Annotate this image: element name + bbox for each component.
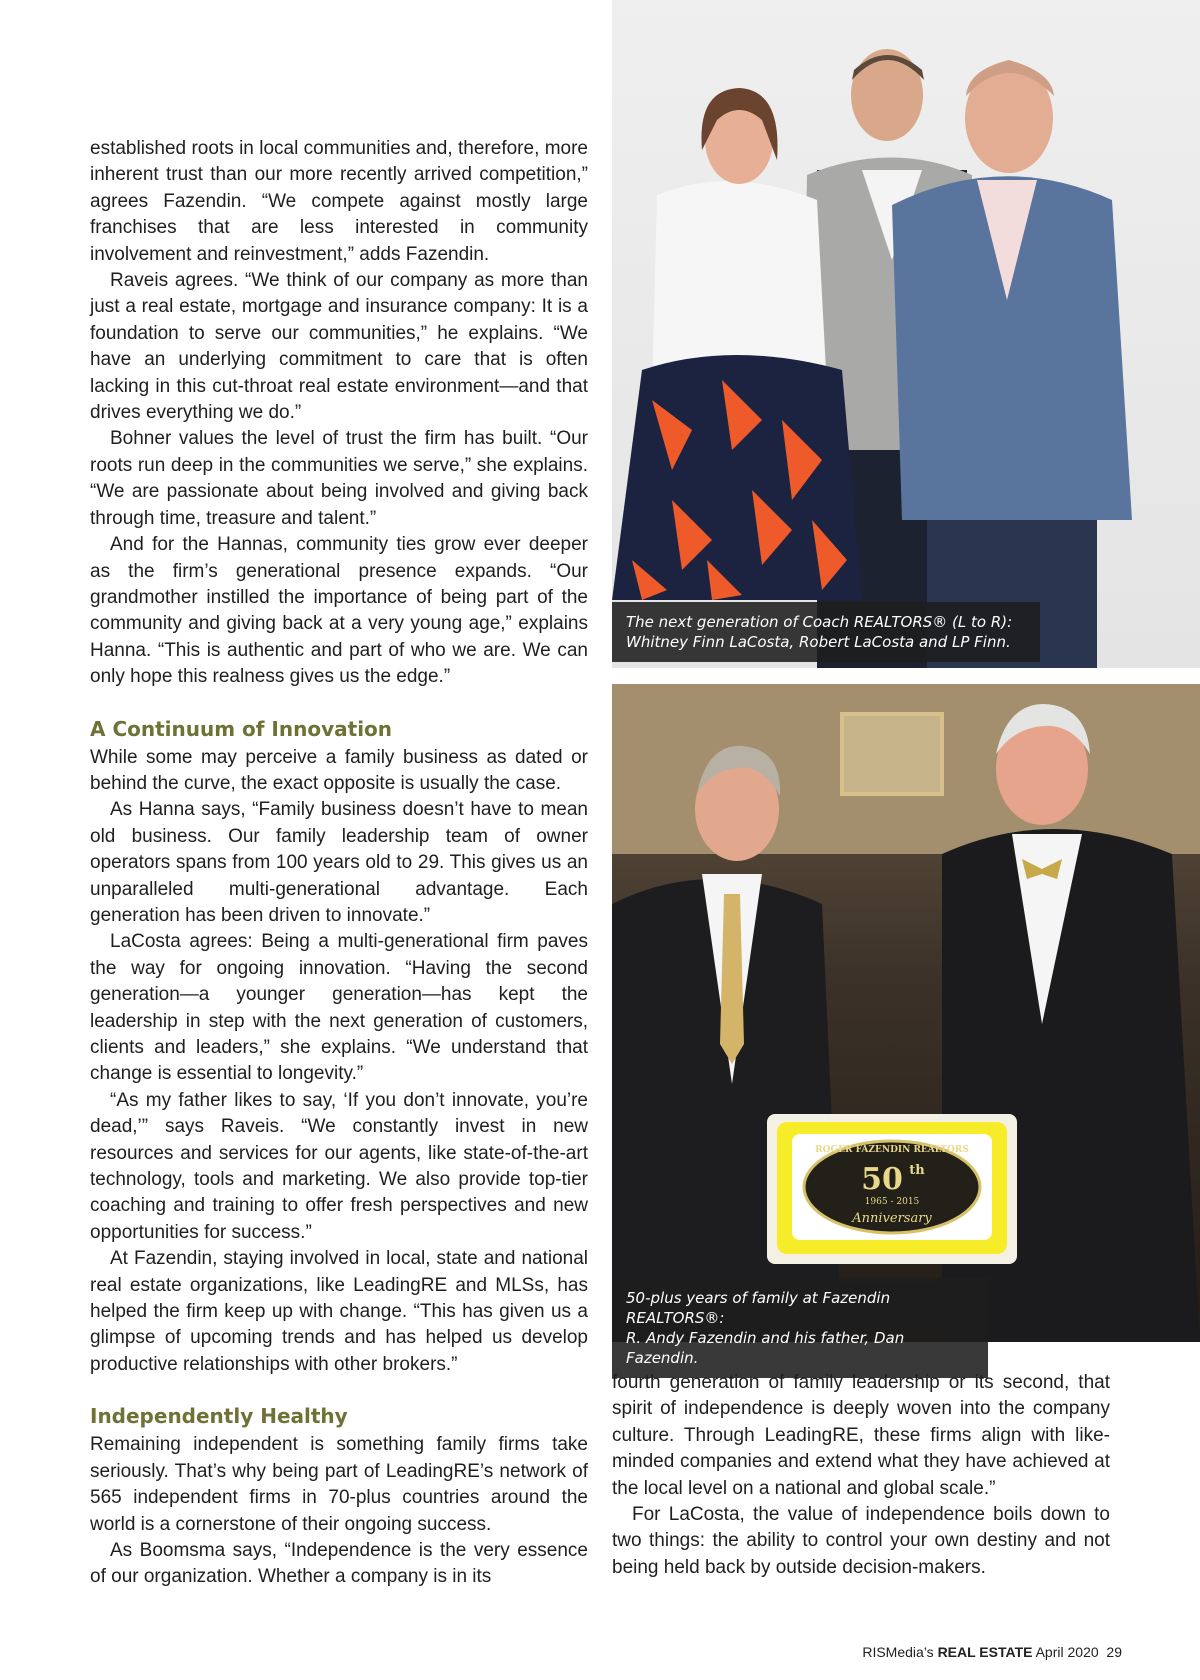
photo-coach-realtors	[612, 0, 1200, 668]
cake-word: Anniversary	[852, 1211, 932, 1226]
paragraph: At Fazendin, staying involved in local, state and national real estate organizations, like LeadingRE and MLSs, has helped the firm keep up with change. “This has given us a glimpse of upcoming trends and has helped us develop productive relationships with other brokers.”	[90, 1248, 588, 1375]
paragraph: While some may perceive a family business as dated or behind the curve, the exact opposite is usually the case.	[90, 746, 588, 794]
paragraph: LaCosta agrees: Being a multi-generational firm paves the way for ongoing innovation. “Having the second generation—a younger generation—has kept the leadership in step with the next generation of customers, clients and leaders,” she explains. “We understand that change is essential to longevity.”	[90, 931, 588, 1085]
section-heading: Independently Healthy	[90, 1404, 348, 1429]
photo-caption	[612, 1278, 988, 1378]
caption-line: Whitney Finn LaCosta, Robert LaCosta and LP Finn.	[626, 633, 1011, 651]
anniversary-cake	[767, 1114, 1017, 1264]
paragraph: Raveis agrees. “We think of our company as more than just a real estate, mortgage and insurance company: It is a foundation to serve our communities,” he explains. “We have an underlying commitment to care that is often lacking in this cut-throat real estate environment—and that drives everything we do.”	[90, 270, 588, 424]
photo-caption	[612, 602, 1040, 662]
photo-illustration	[612, 684, 1200, 1342]
photo-fazendin-realtors	[612, 684, 1200, 1342]
footer-publication: RISMedia’s	[862, 1644, 934, 1660]
right-column	[612, 1370, 1110, 1581]
page-footer	[862, 1644, 1122, 1660]
cake-number: 50	[861, 1162, 903, 1197]
paragraph: As Boomsma says, “Independence is the very essence of our organization. Whether a company is in its	[90, 1539, 588, 1588]
paragraph: For LaCosta, the value of independence boils down to two things: the ability to control your own destiny and not being held back by outside decision-makers.	[612, 1504, 1110, 1578]
page-number: 29	[1106, 1644, 1122, 1660]
person-lp-finn	[892, 60, 1132, 668]
person-whitney-finn-lacosta	[612, 88, 862, 600]
paragraph: As Hanna says, “Family business doesn’t have to mean old business. Our family leadership team of owner operators spans from 100 years old to 29. This gives us an unparalleled multi-generational advantage. Each generation has been driven to innovate.”	[90, 799, 588, 926]
left-column	[90, 136, 588, 1591]
section-heading: A Continuum of Innovation	[90, 716, 393, 741]
caption-line: 50-plus years of family at Fazendin REALTORS®:	[626, 1289, 891, 1327]
cake-years: 1965 - 2015	[864, 1197, 920, 1207]
cake-number-suffix: th	[909, 1163, 925, 1178]
photo-illustration	[612, 0, 1200, 668]
footer-section: REAL ESTATE	[937, 1644, 1033, 1660]
paragraph: established roots in local communities and, therefore, more inherent trust than our more recently arrived competition,” agrees Fazendin. “We compete against mostly large franchises that are less interested in community involvement and reinvestment,” adds Fazendin.	[90, 138, 588, 265]
caption-line: R. Andy Fazendin and his father, Dan Fazendin.	[626, 1329, 905, 1367]
cake-arc-text: ROGER FAZENDIN REALTORS	[815, 1145, 969, 1155]
paragraph: “As my father likes to say, ‘If you don’t innovate, you’re dead,’” says Raveis. “We constantly invest in new resources and services for our agents, like state-of-the-art technology, tools and marketing. We also provide top-tier coaching and training to offer fresh perspectives and new opportunities for success.”	[90, 1089, 588, 1243]
caption-line: The next generation of Coach REALTORS® (L to R):	[626, 613, 1013, 631]
paragraph: And for the Hannas, community ties grow ever deeper as the firm’s generational presence expands. “Our grandmother instilled the importance of being part of the community and giving back at a very young age,” explains Hanna. “This is authentic and part of who we are. We can only hope this realness gives us the edge.”	[90, 534, 588, 688]
footer-date: April 2020	[1035, 1644, 1099, 1660]
paragraph: Remaining independent is something family firms take seriously. That’s why being part of LeadingRE’s network of 565 independent firms in 70-plus countries around the world is a cornerstone of their ongoing success.	[90, 1434, 588, 1535]
paragraph: Bohner values the level of trust the firm has built. “Our roots run deep in the communities we serve,” she explains. “We are passionate about being involved and giving back through time, treasure and talent.”	[90, 428, 588, 529]
paragraph: fourth generation of family leadership or its second, that spirit of independence is deeply woven into the company culture. Through LeadingRE, these firms align with like-minded companies and extend what they have achieved at the local level on a national and global scale.”	[612, 1372, 1110, 1499]
